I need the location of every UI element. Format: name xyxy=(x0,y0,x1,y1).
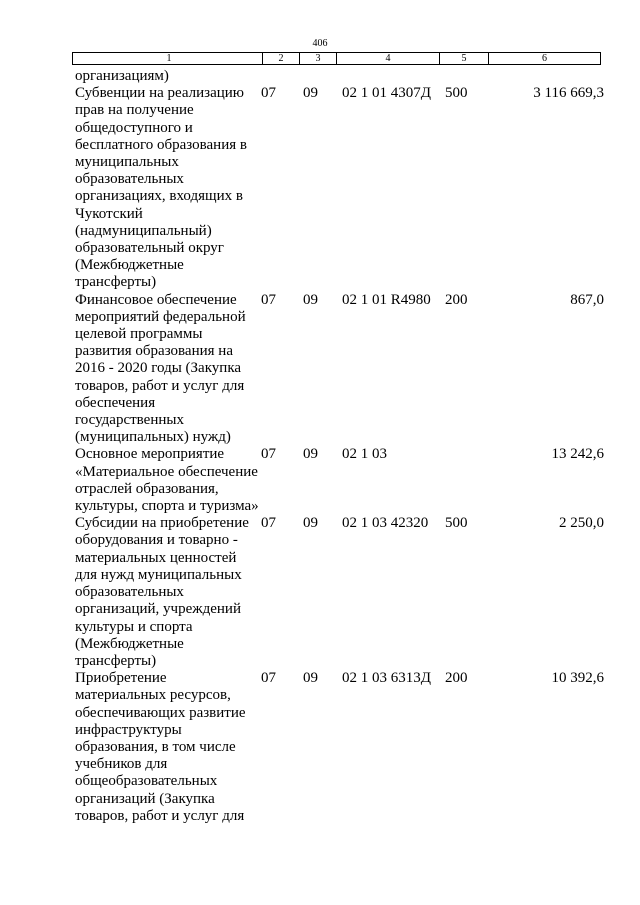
column-header-2: 2 xyxy=(263,53,300,65)
table-row xyxy=(72,292,606,447)
column-header-table xyxy=(72,52,601,65)
row-expense-type xyxy=(444,68,493,85)
row-expense-type: 200 xyxy=(445,670,468,687)
row-subsection xyxy=(297,68,339,85)
row-amount xyxy=(493,68,606,85)
row-section xyxy=(261,68,297,85)
row-target-article: 02 1 01 4307Д xyxy=(342,85,431,102)
row-target-article xyxy=(339,68,444,85)
row-name: Субвенции на реализацию прав на получение общедоступного и бесплатного образования в муниципальных образовательных организациях, входящих в Чукотский (надмуниципальный) образовательный округ (Межбюджетные трансферты) xyxy=(75,85,247,291)
budget-table xyxy=(72,68,606,825)
table-row xyxy=(72,515,606,670)
row-subsection: 09 xyxy=(303,291,318,308)
row-section: 07 xyxy=(261,291,276,308)
row-subsection: 09 xyxy=(303,446,318,463)
row-name: организациям) xyxy=(75,68,169,84)
column-header-5: 5 xyxy=(440,53,489,65)
table-row xyxy=(72,68,606,85)
column-header-4: 4 xyxy=(337,53,440,65)
row-amount: 3 116 669,3 xyxy=(533,85,604,102)
row-name: Приобретение материальных ресурсов, обеспечивающих развитие инфраструктуры образования, в том числе учебников для общеобразовательных организаций (Закупка товаров, работ и услуг для xyxy=(75,670,246,824)
page-number: 406 xyxy=(312,38,328,49)
row-name: Субсидии на приобретение оборудования и товарно - материальных ценностей для нужд муниципальных образовательных организаций, учреждений культуры и спорта (Межбюджетные трансферты) xyxy=(75,515,249,669)
row-section: 07 xyxy=(261,446,276,463)
row-name: Финансовое обеспечение мероприятий федеральной целевой программы развития образования на 2016 - 2020 годы (Закупка товаров, работ и услуг для обеспечения государственных (муниципальных) нужд) xyxy=(75,291,246,446)
column-header-row xyxy=(73,53,601,65)
row-target-article: 02 1 01 R4980 xyxy=(342,291,431,308)
row-expense-type: 200 xyxy=(445,291,468,308)
column-header-1: 1 xyxy=(73,53,263,65)
row-target-article: 02 1 03 42320 xyxy=(342,515,429,532)
row-subsection: 09 xyxy=(303,515,318,532)
column-header-6: 6 xyxy=(489,53,601,65)
row-target-article: 02 1 03 6313Д xyxy=(342,670,431,687)
row-amount: 10 392,6 xyxy=(551,670,604,687)
row-target-article: 02 1 03 xyxy=(342,446,387,463)
table-row xyxy=(72,85,606,291)
row-expense-type: 500 xyxy=(445,515,468,532)
row-amount: 13 242,6 xyxy=(551,446,604,463)
row-subsection: 09 xyxy=(303,670,318,687)
row-subsection: 09 xyxy=(303,85,318,102)
column-header-3: 3 xyxy=(300,53,337,65)
row-amount: 2 250,0 xyxy=(559,515,604,532)
row-name: Основное мероприятие «Материальное обеспечение отраслей образования, культуры, спорта и туризма» xyxy=(75,446,259,515)
row-section: 07 xyxy=(261,515,276,532)
table-row xyxy=(72,446,606,515)
row-section: 07 xyxy=(261,85,276,102)
row-amount: 867,0 xyxy=(570,291,604,308)
row-expense-type xyxy=(444,446,493,515)
table-row xyxy=(72,670,606,825)
row-expense-type: 500 xyxy=(445,85,468,102)
row-section: 07 xyxy=(261,670,276,687)
